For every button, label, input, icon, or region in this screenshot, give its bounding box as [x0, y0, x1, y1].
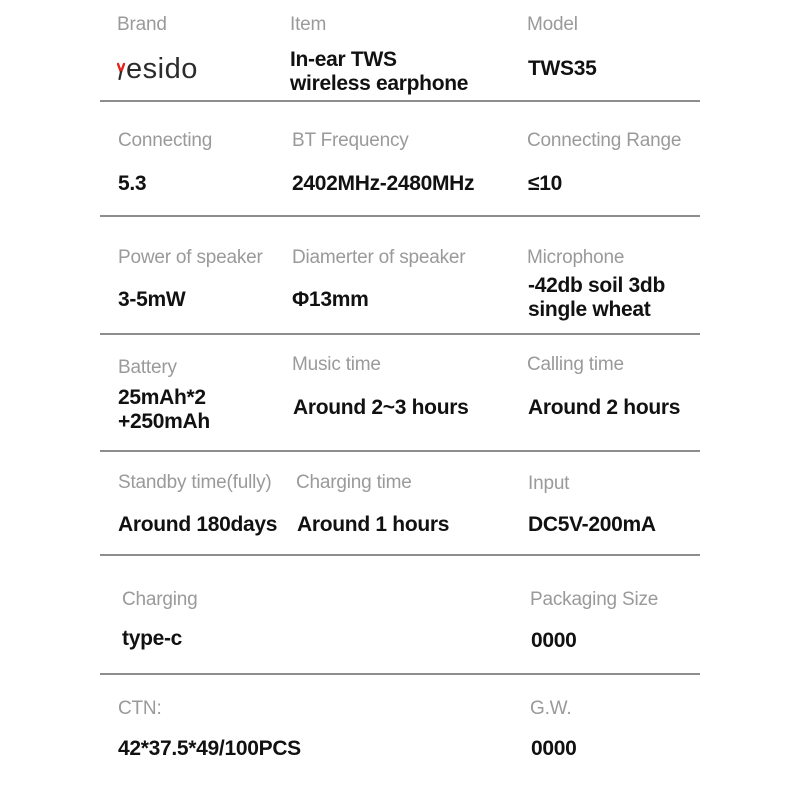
brand-label: Brand [117, 14, 167, 35]
connecting-range-value: ≤10 [528, 172, 562, 195]
ctn-label: CTN: [118, 698, 162, 719]
connecting-range-label: Connecting Range [527, 130, 682, 151]
bt-frequency-label: BT Frequency [292, 130, 409, 151]
input-label: Input [528, 473, 570, 494]
calling-time-label: Calling time [527, 354, 624, 375]
row-divider [100, 673, 700, 675]
row-divider [100, 450, 700, 452]
standby-time-label: Standby time(fully) [118, 472, 272, 493]
charging-label: Charging [122, 589, 198, 610]
brand-logo [117, 52, 198, 86]
power-of-speaker-label: Power of speaker [118, 247, 263, 268]
row-divider [100, 100, 700, 102]
item-value: In-ear TWS wireless earphone [290, 48, 469, 95]
microphone-value: -42db soil 3db single wheat [528, 274, 665, 321]
standby-time-value: Around 180days [118, 513, 278, 536]
model-label: Model [527, 14, 578, 35]
ctn-value: 42*37.5*49/100PCS [118, 737, 301, 760]
row-divider [100, 554, 700, 556]
diameter-of-speaker-value: Φ13mm [292, 288, 369, 311]
music-time-value: Around 2~3 hours [293, 396, 469, 419]
connecting-value: 5.3 [118, 172, 147, 195]
bt-frequency-value: 2402MHz-2480MHz [292, 172, 475, 195]
microphone-label: Microphone [527, 247, 625, 268]
input-value: DC5V-200mA [528, 513, 656, 536]
calling-time-value: Around 2 hours [528, 396, 681, 419]
charging-time-value: Around 1 hours [297, 513, 450, 536]
packaging-size-label: Packaging Size [530, 589, 659, 610]
model-value: TWS35 [528, 57, 597, 80]
gross-weight-label: G.W. [530, 698, 572, 719]
charging-value: type-c [122, 627, 183, 650]
item-label: Item [290, 14, 327, 35]
music-time-label: Music time [292, 354, 381, 375]
power-of-speaker-value: 3-5mW [118, 288, 186, 311]
row-divider [100, 333, 700, 335]
packaging-size-value: 0000 [531, 629, 577, 652]
charging-time-label: Charging time [296, 472, 412, 493]
brand-logo-text: esido [126, 53, 198, 85]
connecting-label: Connecting [118, 130, 213, 151]
diameter-of-speaker-label: Diamerter of speaker [292, 247, 466, 268]
yesido-logo-mark-icon [117, 58, 125, 80]
battery-label: Battery [118, 357, 177, 378]
row-divider [100, 215, 700, 217]
gross-weight-value: 0000 [531, 737, 577, 760]
battery-value: 25mAh*2 +250mAh [118, 386, 210, 433]
